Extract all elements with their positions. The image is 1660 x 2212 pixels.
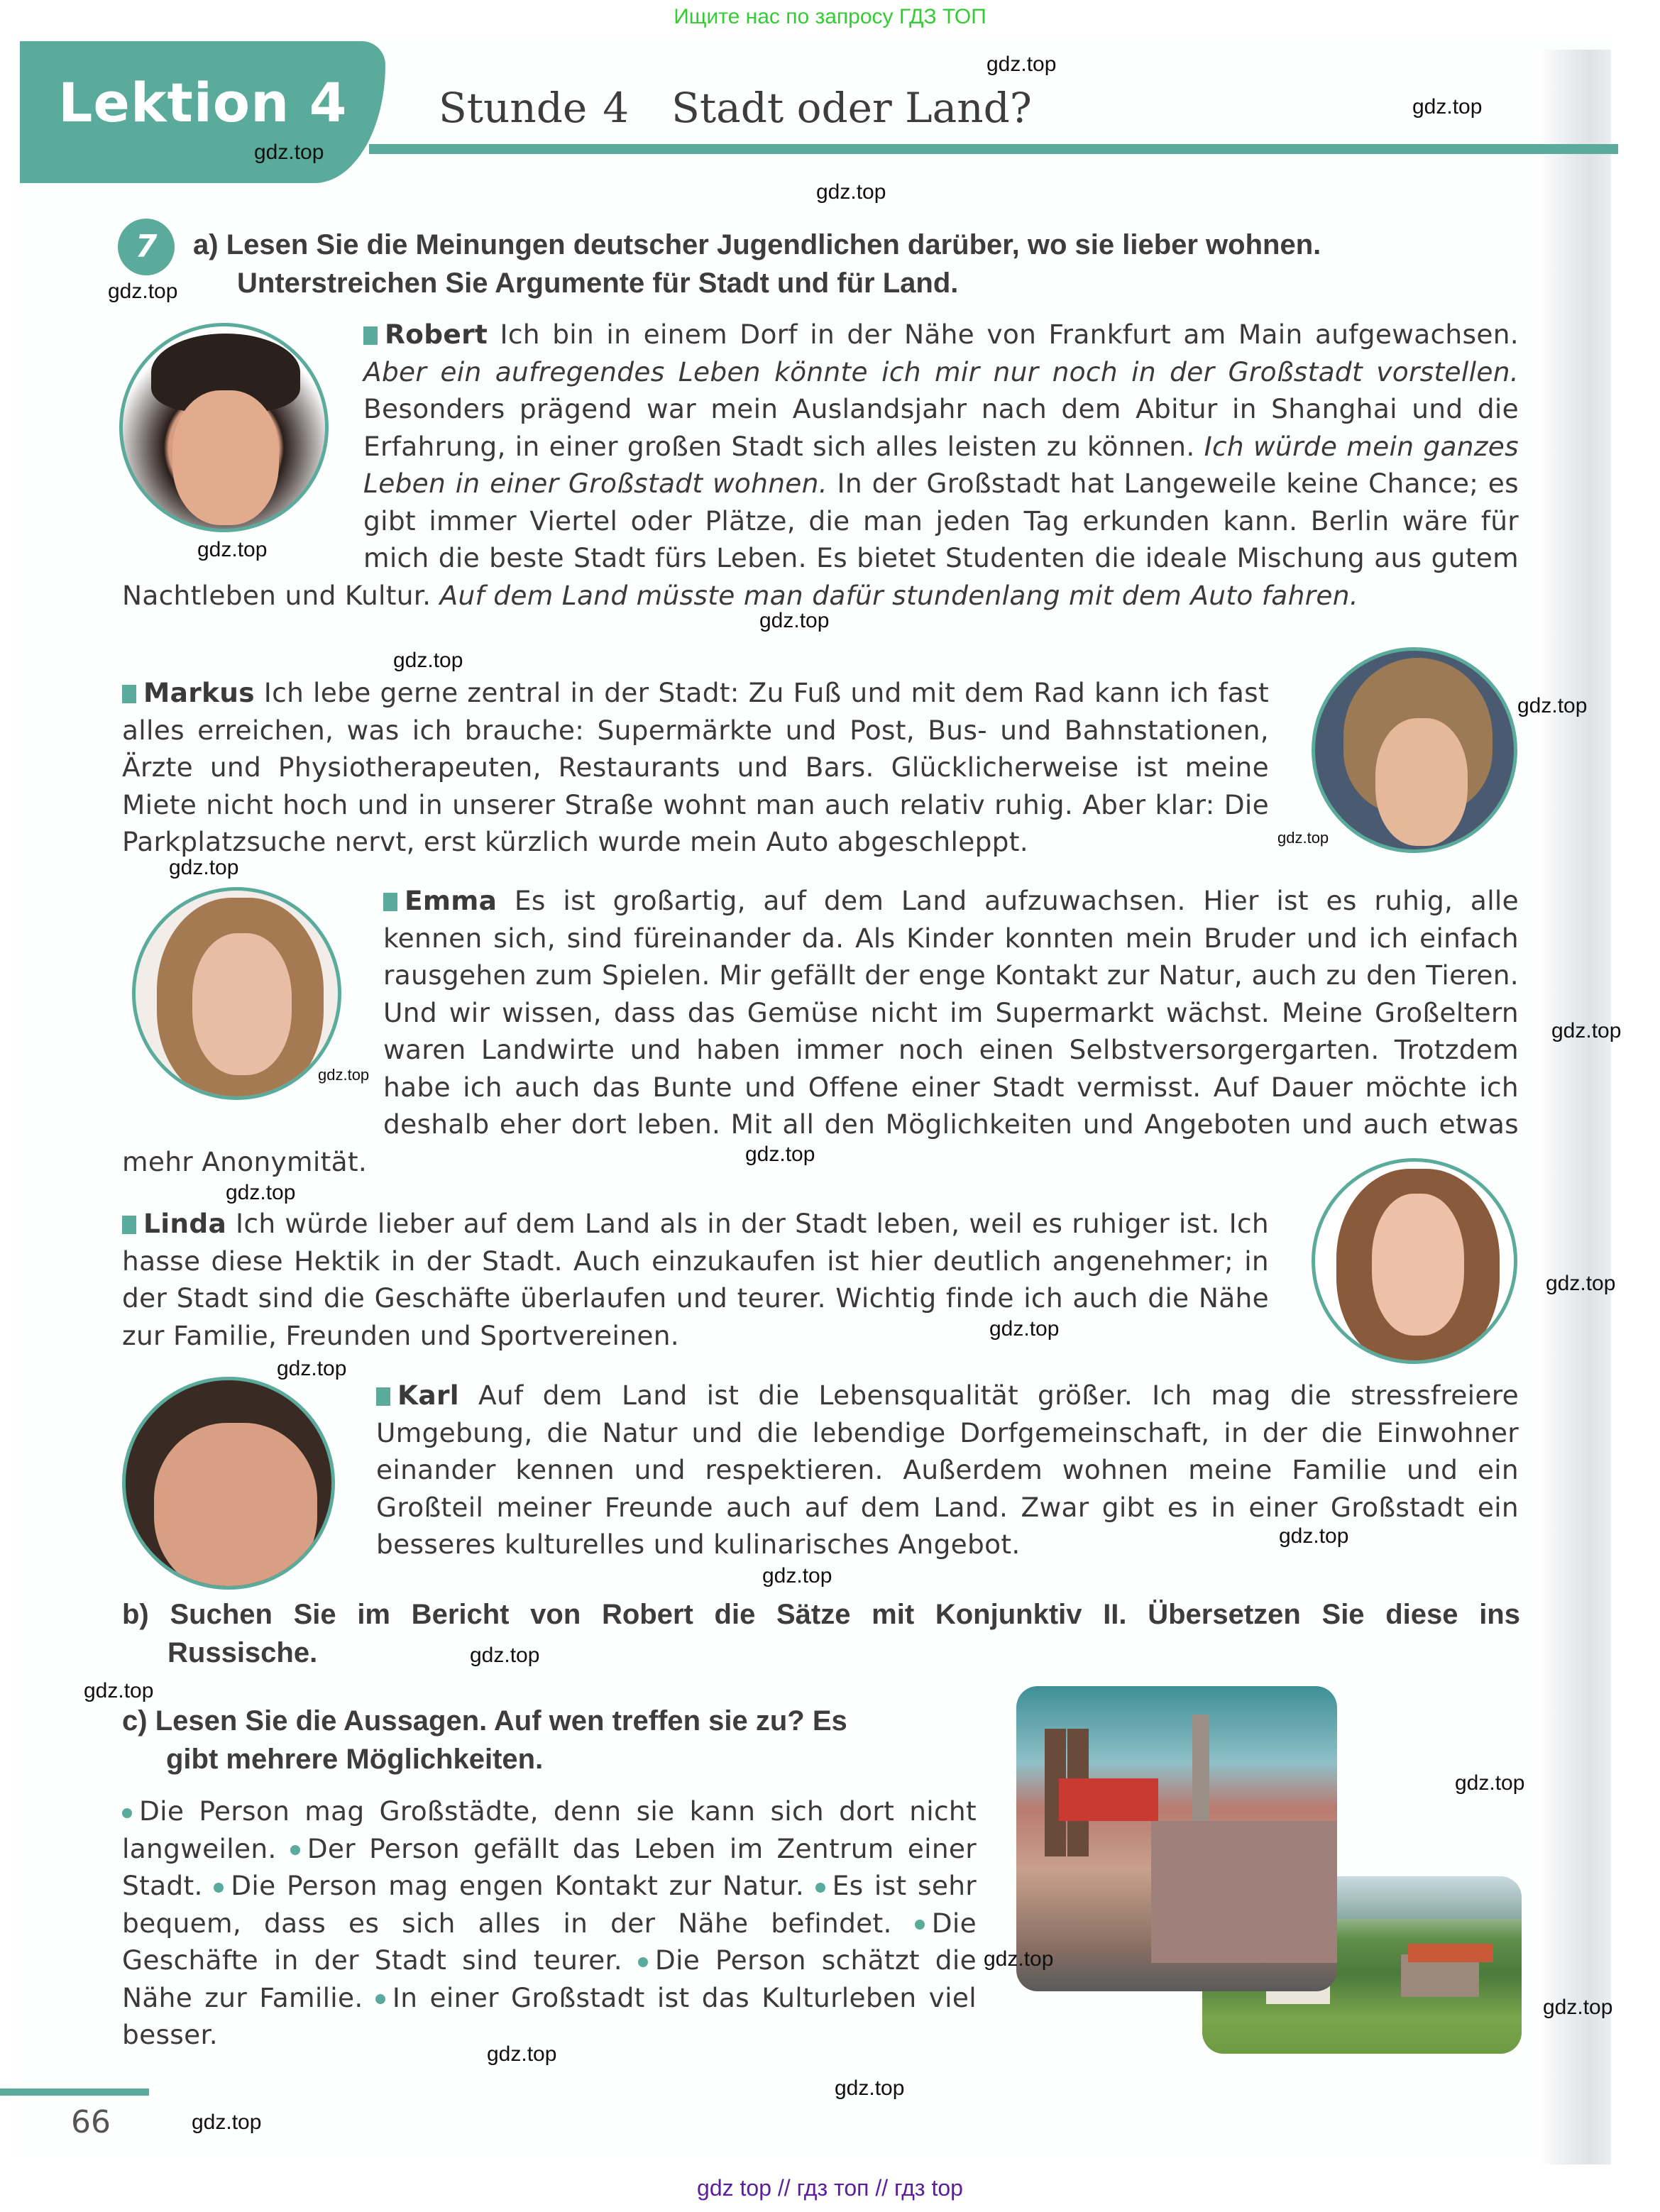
task-b-heading xyxy=(122,1595,1520,1634)
watermark: gdz.top xyxy=(1455,1771,1525,1795)
statement: Es ist sehr bequem, dass es sich alles in der Nähe befindet. xyxy=(122,1870,977,1939)
stunde-number: 4 xyxy=(603,84,630,132)
statement: Der Person gefällt das Leben im Zentrum einer Stadt. xyxy=(122,1832,977,1901)
bullet-dot-icon xyxy=(815,1883,825,1893)
watermark: gdz.top xyxy=(277,1357,347,1380)
statement: Die Person schätzt die Nähe zur Familie. xyxy=(122,1944,977,2013)
town-hall-building xyxy=(1151,1821,1337,1963)
bullet-dot-icon xyxy=(214,1883,224,1893)
opinion-name: Emma xyxy=(405,885,498,916)
opinion-text-italic: Aber ein aufregendes Leben könnte ich mir nur noch in der Großstadt vorstellen. xyxy=(363,356,1519,387)
watermark: gdz.top xyxy=(393,649,463,672)
statement: Die Geschäfte in der Stadt sind teurer. xyxy=(122,1907,977,1976)
opinion-text: Ich lebe gerne zentral in der Stadt: Zu Fuß und mit dem Rad kann ich fast alles erreichen, was ich brauche: Supermärkte und Post, Bus- und Bahnstationen, Ärzte und Physiotherapeuten, Restaurants und Bars. Glücklicherweise ist meine Miete nicht hoch und in unserer Straße wohnt man auch relativ ruhig. Aber klar: Die Parkplatzsuche nervt, erst kürzlich wurde mein Auto abgeschleppt. xyxy=(122,677,1269,857)
opinion-robert xyxy=(122,316,1519,614)
topic-title: Stadt oder Land? xyxy=(671,84,1032,132)
watermark: gdz.top xyxy=(835,2076,905,2100)
statement: Die Person mag engen Kontakt zur Natur. xyxy=(231,1870,805,1901)
opinion-text: Auf dem Land ist die Lebensqualität größer. Ich mag die stressfreiere Umgebung, die Natur und die lebendige Dorfgemeinschaft, in der die Einwohner einander kennen und respektieren. Außerdem wohnen meine Familie und ein Großteil meiner Freunde auch auf dem Land. Zwar gibt es in einer Großstadt ein besseres kulturelles und kulinarisches Angebot. xyxy=(376,1380,1519,1560)
opinion-text: Es ist großartig, auf dem Land aufzuwachsen. Hier ist es ruhig, alle kennen sich, sind füreinander da. Als Kinder konnten mein Bruder und ich einfach rausgehen zum Spielen. Mir gefällt der enge Kontakt zur Natur, auch zu den Tieren. Und wir wissen, dass das Gemüse nicht im Supermarkt wächst. Meine Großeltern waren Landwirte und haben immer noch einen Selbstversorgergarten. Trotzdem habe ich auch das Bunte und Offene einer Stadt vermisst. Auf Dauer möchte ich deshalb eher dort leben. Mit all den Möglichkeiten und Angeboten und auch etwas mehr Anonymität. xyxy=(122,885,1519,1177)
watermark: gdz.top xyxy=(816,180,886,204)
watermark: gdz.top xyxy=(254,141,324,164)
opinion-name: Karl xyxy=(397,1380,459,1411)
opinion-text: In der Großstadt hat Langeweile keine Chance; es gibt immer Viertel oder Plätze, die man jeden Tag erkunden kann. Berlin wäre für mich die beste Stadt fürs Leben. Es bietet Studenten die ideale Mischung aus gutem Nachtleben und Kultur. xyxy=(122,468,1519,611)
task-b-label: b) xyxy=(122,1599,149,1630)
opinion-text-italic: Auf dem Land müsste man dafür stundenlang mit dem Auto fahren. xyxy=(439,579,1359,611)
watermark: gdz.top xyxy=(169,856,239,879)
watermark: gdz.top xyxy=(1551,1019,1622,1042)
red-roof xyxy=(1059,1778,1158,1821)
watermark: gdz.top xyxy=(1412,95,1483,119)
opinion-text-italic: Ich würde mein ganzes Leben in einer Großstadt wohnen. xyxy=(363,430,1519,499)
statement: In einer Großstadt ist das Kulturleben viel besser. xyxy=(122,1981,977,2050)
opinion-emma xyxy=(122,882,1519,1180)
page-binding-shadow xyxy=(1540,50,1611,2164)
opinion-text: Ich bin in einem Dorf in der Nähe von Frankfurt am Main aufgewachsen. xyxy=(488,319,1519,350)
page-number: 66 xyxy=(71,2104,111,2140)
task-c-heading xyxy=(122,1702,974,1778)
roof-shape xyxy=(1408,1944,1493,1962)
task-c-line1: Lesen Sie die Aussagen. Auf wen treffen sie zu? Es xyxy=(155,1705,847,1737)
face-shape xyxy=(1375,718,1468,846)
task-c-line2: gibt mehrere Möglichkeiten. xyxy=(166,1744,544,1775)
header-rule xyxy=(369,144,1618,154)
opinion-text: Besonders prägend war mein Auslandsjahr nach dem Abitur in Shanghai und die Erfahrung, in einer großen Stadt sich alles leisten zu können. xyxy=(363,393,1519,462)
task-a-line1: Lesen Sie die Meinungen deutscher Jugendlichen darüber, wo sie lieber wohnen. xyxy=(226,229,1321,260)
task-c-label: c) xyxy=(122,1705,148,1737)
face-shape xyxy=(154,1423,317,1590)
watermark: gdz.top xyxy=(762,1564,832,1588)
opinion-name: Linda xyxy=(143,1208,227,1239)
bullet-dot-icon xyxy=(638,1957,648,1967)
face-shape xyxy=(1372,1194,1464,1336)
task-a-heading xyxy=(193,226,1527,302)
watermark: gdz.top xyxy=(108,280,178,303)
bullet-square-icon xyxy=(376,1387,390,1406)
bullet-dot-icon xyxy=(915,1920,925,1930)
watermark: gdz.top xyxy=(759,609,830,632)
bullet-dot-icon xyxy=(290,1845,300,1855)
watermark: gdz.top xyxy=(197,538,268,561)
exercise-number-badge: 7 xyxy=(118,219,175,275)
watermark: gdz.top xyxy=(318,1066,370,1084)
bullet-dot-icon xyxy=(375,1994,385,2004)
avatar-wrap-spacer xyxy=(122,316,363,561)
bottom-banner: gdz top // гдз топ // гдз top xyxy=(697,2175,963,2201)
statement-list xyxy=(122,1793,977,2054)
watermark: gdz.top xyxy=(984,1947,1054,1971)
watermark: gdz.top xyxy=(1277,829,1329,847)
bullet-square-icon xyxy=(122,685,136,703)
top-banner: Ищите нас по запросу ГДЗ ТОП xyxy=(674,5,986,28)
page-number-rule xyxy=(0,2089,149,2096)
watermark: gdz.top xyxy=(192,2111,262,2134)
opinion-name: Robert xyxy=(385,319,488,350)
watermark: gdz.top xyxy=(470,1644,540,1667)
opinion-name: Markus xyxy=(143,677,255,708)
watermark: gdz.top xyxy=(986,53,1057,76)
city-photo xyxy=(1016,1686,1337,1991)
watermark: gdz.top xyxy=(84,1679,154,1702)
opinion-text: Ich würde lieber auf dem Land als in der Stadt leben, weil es ruhiger ist. Ich hasse diese Hektik in der Stadt. Auch einzukaufen ist hier deutlich angenehmer; in der Stadt sind die Geschäfte überlaufen und teurer. Wichtig finde ich auch die Nähe zur Familie, Freunden und Sportvereinen. xyxy=(122,1208,1269,1351)
bullet-square-icon xyxy=(363,326,378,345)
task-a-line2: Unterstreichen Sie Argumente für Stadt und für Land. xyxy=(237,268,959,299)
watermark: gdz.top xyxy=(1279,1524,1349,1548)
watermark: gdz.top xyxy=(745,1143,815,1166)
watermark: gdz.top xyxy=(226,1181,296,1204)
task-a-label: a) xyxy=(193,229,219,260)
avatar-markus xyxy=(1312,647,1517,853)
avatar-karl xyxy=(122,1377,335,1590)
bullet-dot-icon xyxy=(122,1808,132,1818)
watermark: gdz.top xyxy=(1517,694,1588,717)
avatar-linda xyxy=(1312,1158,1517,1364)
lesson-heading xyxy=(439,84,1032,132)
task-b-line1: Suchen Sie im Bericht von Robert die Sätze mit Konjunktiv II. Übersetzen Sie diese ins xyxy=(170,1599,1520,1630)
lesson-title: Lektion 4 xyxy=(58,71,348,134)
bullet-square-icon xyxy=(122,1216,136,1234)
watermark: gdz.top xyxy=(989,1317,1060,1341)
bullet-square-icon xyxy=(383,893,397,911)
watermark: gdz.top xyxy=(487,2042,557,2066)
statement: Die Person mag Großstädte, denn sie kann sich dort nicht langweilen. xyxy=(122,1795,977,1864)
watermark: gdz.top xyxy=(1543,1996,1613,2019)
stunde-label: Stunde xyxy=(439,84,588,132)
opinion-markus xyxy=(122,674,1269,861)
watermark: gdz.top xyxy=(1546,1272,1616,1295)
opinion-linda xyxy=(122,1205,1269,1354)
task-b-line2: Russische. xyxy=(167,1637,318,1668)
